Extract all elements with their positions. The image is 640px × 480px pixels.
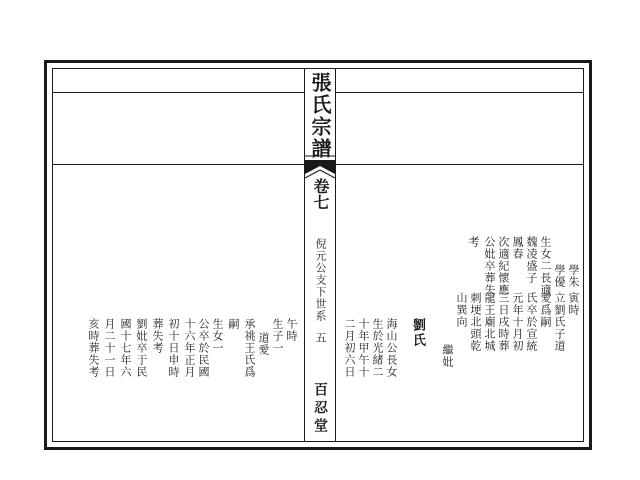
rule-left-1: [52, 92, 304, 93]
left-column-7: 道愛: [257, 332, 270, 356]
left-column-9: 嗣: [227, 318, 240, 330]
left-column-13: 初十日申時: [167, 318, 180, 378]
left-column-16: 國十七年六: [119, 318, 132, 378]
left-column-2: 生於光緒二: [371, 318, 384, 378]
left-column-1: 海山公長女: [385, 318, 398, 378]
left-column-11: 公卒於民國: [197, 318, 210, 378]
right-column-11: 學朱: [567, 264, 580, 288]
genealogy-title: 張氏宗譜: [308, 72, 332, 160]
right-column-2: 立劉氏子道: [553, 292, 566, 352]
rule-right-2: [336, 164, 584, 165]
right-column-3: 愛爲嗣: [539, 292, 552, 328]
left-column-3: 十年甲午十: [357, 318, 370, 378]
left-column-15: 劉妣卒于民: [135, 318, 148, 378]
right-column-8: 刺埂北頭乾: [469, 292, 482, 352]
right-column-6: 三日戌時葬: [497, 292, 510, 352]
right-column-4: 氏卒於宣統: [525, 292, 538, 352]
right-column-5: 元年十月初: [511, 292, 524, 352]
section-label: 倪元公支下世系: [314, 238, 327, 322]
left-column-5: 午時: [285, 318, 298, 342]
right-column-13: 生女二長適: [539, 236, 552, 296]
right-column-10: 繼妣: [441, 344, 454, 368]
right-column-12: 學優: [553, 264, 566, 288]
volume-label: 卷七: [311, 178, 330, 210]
right-column-14: 魏凌盛子: [525, 236, 538, 284]
rule-right-1: [336, 92, 584, 93]
right-column-1: 寅時: [567, 292, 580, 316]
liu-heading: 劉氏: [410, 318, 425, 348]
right-column-17: 公妣卒葬失: [483, 236, 496, 296]
left-column-4: 二月初六日: [343, 318, 356, 378]
left-column-12: 十六年正月: [183, 318, 196, 378]
page-number: 五: [314, 332, 327, 343]
hall-name: 百忍堂: [312, 382, 328, 436]
right-column-18: 考: [467, 236, 480, 248]
right-column-7: 龍王廟北城: [483, 292, 496, 352]
left-column-10: 生女一: [211, 318, 224, 354]
right-column-16: 次適紀懷應: [497, 236, 510, 296]
left-column-14: 葬失考: [151, 318, 164, 354]
left-column-8: 承祧王氏爲: [243, 318, 256, 378]
left-column-6: 生子一: [271, 318, 284, 354]
right-column-9: 山巽向: [455, 292, 468, 328]
left-column-18: 亥時葬失考: [87, 318, 100, 378]
left-column-17: 月二十一日: [103, 318, 116, 378]
rule-left-2: [52, 164, 304, 165]
right-column-15: 鳳春: [511, 236, 524, 260]
